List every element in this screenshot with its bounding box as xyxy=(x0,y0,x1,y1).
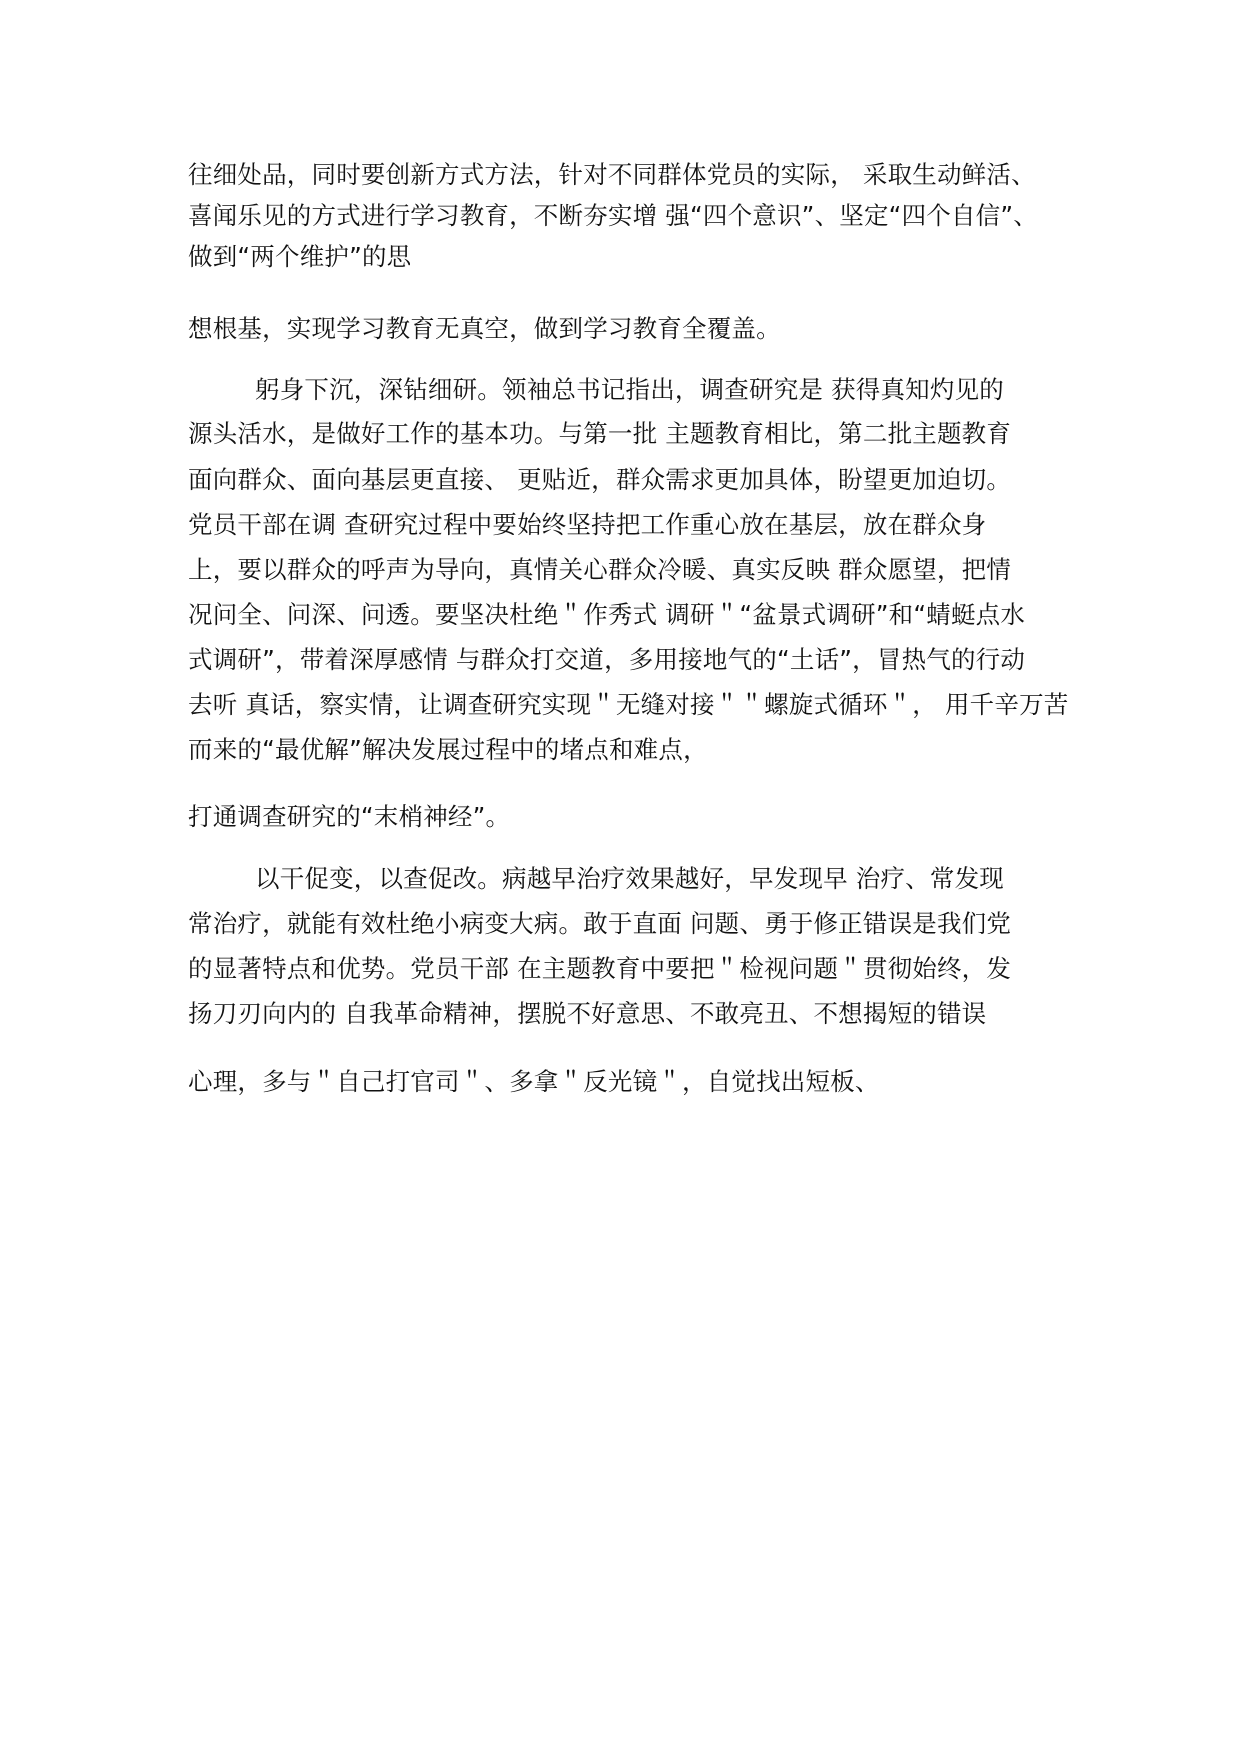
text-line: 式调研”，带着深厚感情 与群众打交道，多用接地气的“土话”，冒热气的行动 xyxy=(188,645,1026,674)
text-line: 源头活水，是做好工作的基本功。与第一批 主题教育相比，第二批主题教育 xyxy=(188,419,1012,448)
text-line: 况问全、问深、问透。要坚决杜绝＂作秀式 调研＂“盆景式调研”和“蜻蜓点水 xyxy=(188,600,1026,629)
text-line: 的显著特点和优势。党员干部 在主题教育中要把＂检视问题＂贯彻始终，发 xyxy=(188,954,1012,983)
paragraph-first-line: 以干促变，以查促改。病越早治疗效果越好，早发现早 治疗、常发现 xyxy=(255,864,1004,893)
text-line: 往细处品，同时要创新方式方法，针对不同群体党员的实际， 采取生动鲜活、 xyxy=(188,160,1036,189)
text-line: 扬刀刃向内的 自我革命精神，摆脱不好意思、不敢亮丑、不想揭短的错误 xyxy=(188,999,987,1028)
text-line: 想根基，实现学习教育无真空，做到学习教育全覆盖。 xyxy=(188,314,781,343)
text-line: 面向群众、面向基层更直接、 更贴近，群众需求更加具体，盼望更加迫切。 xyxy=(188,465,1012,494)
text-line: 做到“两个维护”的思 xyxy=(188,242,412,271)
text-line: 常治疗，就能有效杜绝小病变大病。敢于直面 问题、勇于修正错误是我们党 xyxy=(188,909,1012,938)
paragraph-first-line: 躬身下沉，深钻细研。领袖总书记指出，调查研究是 获得真知灼见的 xyxy=(255,375,1004,404)
text-line: 而来的“最优解”解决发展过程中的堵点和难点， xyxy=(188,735,708,764)
text-line: 打通调查研究的“末梢神经”。 xyxy=(188,802,511,831)
text-line: 党员干部在调 查研究过程中要始终坚持把工作重心放在基层，放在群众身 xyxy=(188,510,987,539)
text-line: 去听 真话，察实情，让调查研究实现＂无缝对接＂＂螺旋式循环＂， 用千辛万苦 xyxy=(188,690,1069,719)
text-line: 上，要以群众的呼声为导向，真情关心群众冷暖、真实反映 群众愿望，把情 xyxy=(188,555,1012,584)
text-line: 心理，多与＂自己打官司＂、多拿＂反光镜＂，自觉找出短板、 xyxy=(188,1067,880,1096)
text-line: 喜闻乐见的方式进行学习教育，不断夯实增 强“四个意识”、坚定“四个自信”、 xyxy=(188,201,1038,230)
